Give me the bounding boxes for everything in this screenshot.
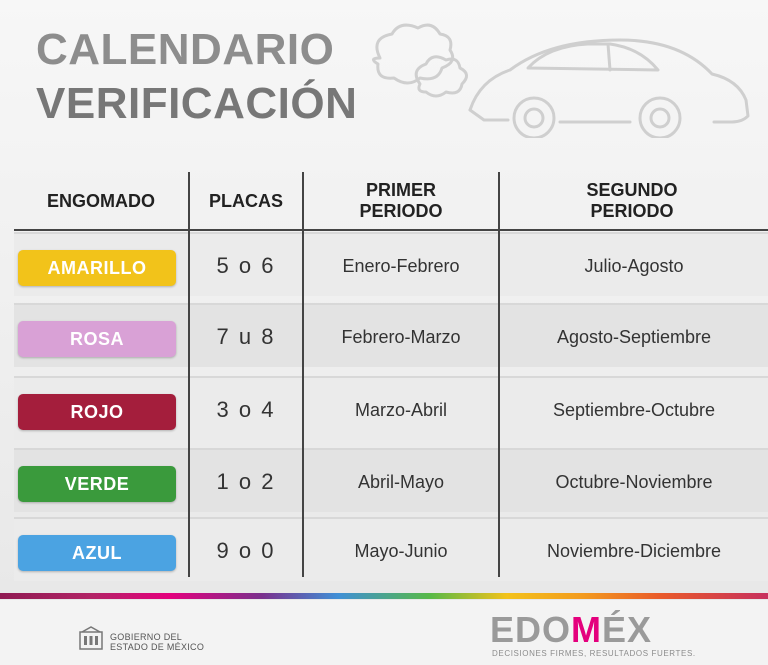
table-row xyxy=(14,448,768,512)
verification-table xyxy=(0,172,768,230)
plates-cell: 7 u 8 xyxy=(216,324,276,349)
first-period-cell: Mayo-Junio xyxy=(354,540,448,561)
column-header-primer-periodo: PRIMER PERIODO xyxy=(359,180,443,221)
car-smoke-icon xyxy=(360,18,760,138)
first-period-cell: Marzo-Abril xyxy=(354,399,447,420)
brand-part-2: M xyxy=(571,609,603,650)
plates-cell: 3 o 4 xyxy=(216,397,276,422)
sticker-label: AMARILLO xyxy=(47,257,147,278)
plates-cell: 9 o 0 xyxy=(216,538,276,563)
column-header-placas: PLACAS xyxy=(208,190,283,211)
first-period-cell: Enero-Febrero xyxy=(342,255,460,276)
brand-part-1: EDO xyxy=(490,609,572,650)
edomex-logo xyxy=(490,609,653,650)
title-line-1: CALENDARIO xyxy=(36,25,335,74)
column-divider xyxy=(498,172,500,577)
government-line-1: GOBIERNO DEL xyxy=(110,632,183,642)
first-period-cell: Febrero-Marzo xyxy=(341,326,461,347)
second-period-cell: Octubre-Noviembre xyxy=(555,471,713,492)
table-header xyxy=(0,172,768,230)
column-divider xyxy=(302,172,304,577)
column-divider xyxy=(188,172,190,577)
sticker-label: ROSA xyxy=(69,328,124,349)
sticker-label: AZUL xyxy=(72,542,122,563)
table-row xyxy=(14,376,768,440)
title-line-2: VERIFICACIÓN xyxy=(36,79,358,128)
government-label xyxy=(110,632,204,653)
plates-cell: 1 o 2 xyxy=(216,469,276,494)
table-row xyxy=(14,517,768,581)
column-header-segundo-periodo: SEGUNDO PERIODO xyxy=(586,180,678,221)
second-period-cell: Noviembre-Diciembre xyxy=(546,540,722,561)
sticker-badge xyxy=(18,466,176,502)
table-row xyxy=(14,232,768,296)
sticker-label: ROJO xyxy=(70,401,124,422)
column-header-engomado: ENGOMADO xyxy=(47,190,155,211)
edomex-tagline: DECISIONES FIRMES, RESULTADOS FUERTES. xyxy=(492,649,696,658)
color-stripe xyxy=(0,593,768,599)
sticker-badge xyxy=(18,321,176,357)
header-divider xyxy=(14,229,768,231)
sticker-label: VERDE xyxy=(64,473,130,494)
plates-cell: 5 o 6 xyxy=(216,253,276,278)
table-row xyxy=(14,303,768,367)
sticker-badge xyxy=(18,250,176,286)
brand-part-3: ÉX xyxy=(602,609,653,650)
second-period-cell: Agosto-Septiembre xyxy=(556,326,712,347)
sticker-badge xyxy=(18,535,176,571)
page-title xyxy=(36,25,358,128)
government-seal-icon xyxy=(78,626,104,652)
first-period-cell: Abril-Mayo xyxy=(357,471,445,492)
sticker-badge xyxy=(18,394,176,430)
second-period-cell: Septiembre-Octubre xyxy=(552,399,716,420)
government-line-2: ESTADO DE MÉXICO xyxy=(110,642,205,653)
second-period-cell: Julio-Agosto xyxy=(584,255,684,276)
